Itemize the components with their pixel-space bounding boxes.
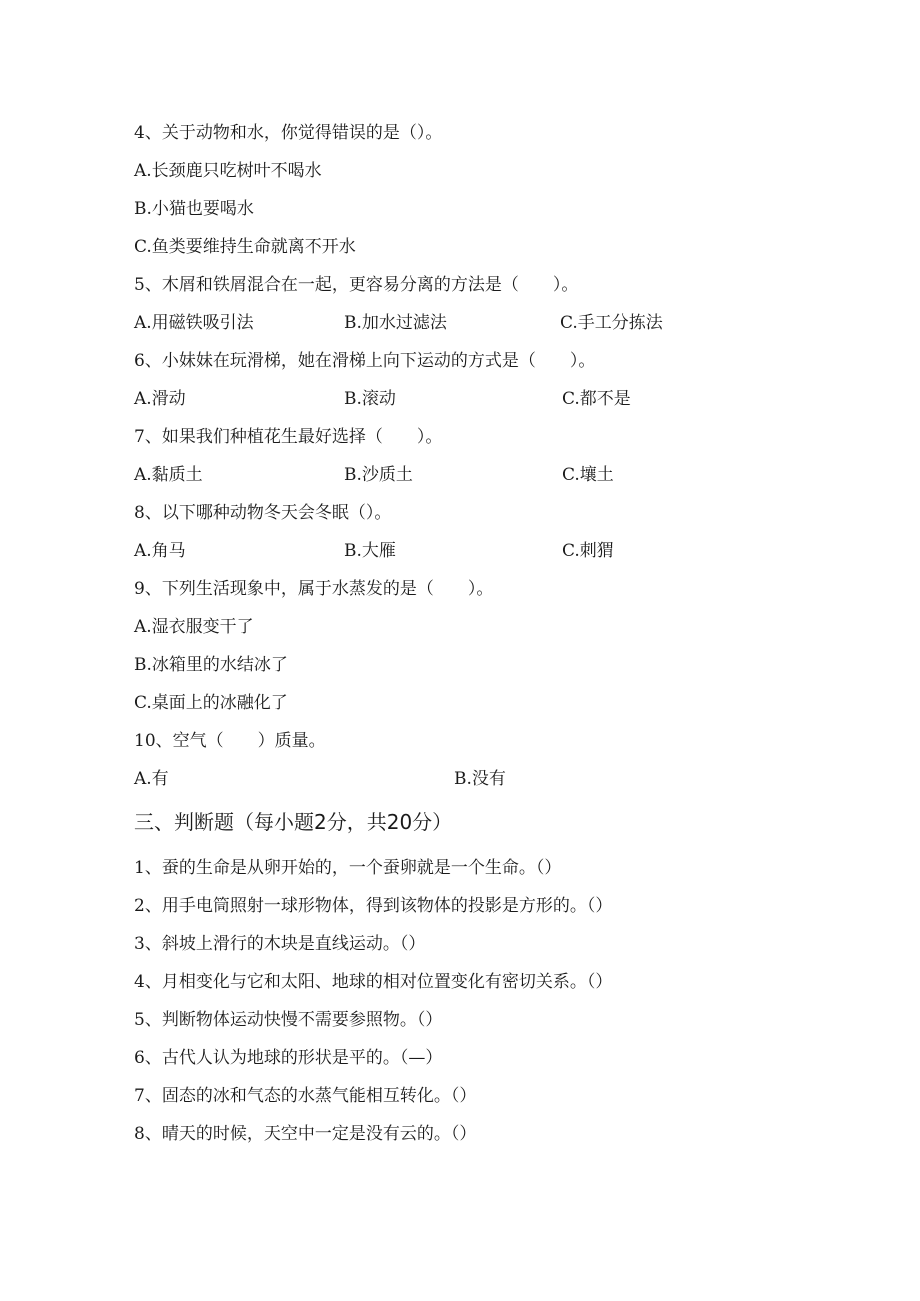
question-6-option-a: A.滑动 xyxy=(134,389,186,409)
question-4-option-b: B.小猫也要喝水 xyxy=(134,199,254,219)
judge-item-4: 4、月相变化与它和太阳、地球的相对位置变化有密切关系。（） xyxy=(134,972,613,992)
question-5-option-b: B.加水过滤法 xyxy=(344,313,447,333)
question-8-option-a: A.角马 xyxy=(134,541,186,561)
question-6-stem: 6、小妹妹在玩滑梯，她在滑梯上向下运动的方式是（ ）。 xyxy=(134,351,596,371)
judge-item-1: 1、蚕的生命是从卵开始的，一个蚕卵就是一个生命。（） xyxy=(134,858,562,878)
question-8-stem: 8、以下哪种动物冬天会冬眠（）。 xyxy=(134,503,392,523)
question-6-option-c: C.都不是 xyxy=(562,389,631,409)
question-7-stem: 7、如果我们种植花生最好选择（ ）。 xyxy=(134,427,443,447)
judge-item-6: 6、古代人认为地球的形状是平的。（—） xyxy=(134,1048,443,1068)
question-5-stem: 5、木屑和铁屑混合在一起，更容易分离的方法是（ ）。 xyxy=(134,275,579,295)
question-4-stem: 4、关于动物和水，你觉得错误的是（）。 xyxy=(134,123,443,143)
question-9-option-b: B.冰箱里的水结冰了 xyxy=(134,655,288,675)
judge-item-5: 5、判断物体运动快慢不需要参照物。（） xyxy=(134,1010,443,1030)
question-8-option-c: C.刺猬 xyxy=(562,541,614,561)
question-7-option-c: C.壤土 xyxy=(562,465,614,485)
judge-item-7: 7、固态的冰和气态的水蒸气能相互转化。（） xyxy=(134,1086,477,1106)
question-9-option-a: A.湿衣服变干了 xyxy=(134,617,254,637)
question-7-option-b: B.沙质土 xyxy=(344,465,413,485)
question-9-option-c: C.桌面上的冰融化了 xyxy=(134,693,288,713)
question-7-option-a: A.黏质土 xyxy=(134,465,203,485)
judge-item-3: 3、斜坡上滑行的木块是直线运动。（） xyxy=(134,934,426,954)
judge-item-8: 8、晴天的时候，天空中一定是没有云的。（） xyxy=(134,1124,477,1144)
question-9-stem: 9、下列生活现象中，属于水蒸发的是（ ）。 xyxy=(134,579,494,599)
question-6-option-b: B.滚动 xyxy=(344,389,396,409)
question-10-stem: 10、空气（ ）质量。 xyxy=(134,731,326,751)
question-4-option-a: A.长颈鹿只吃树叶不喝水 xyxy=(134,161,322,181)
question-8-option-b: B.大雁 xyxy=(344,541,396,561)
judge-item-2: 2、用手电筒照射一球形物体，得到该物体的投影是方形的。（） xyxy=(134,896,613,916)
question-10-option-a: A.有 xyxy=(134,769,169,789)
section-3-heading: 三、判断题（每小题2分，共20分） xyxy=(134,810,453,834)
question-4-option-c: C.鱼类要维持生命就离不开水 xyxy=(134,237,356,257)
question-10-option-b: B.没有 xyxy=(454,769,506,789)
question-5-option-a: A.用磁铁吸引法 xyxy=(134,313,254,333)
question-5-option-c: C.手工分拣法 xyxy=(560,313,663,333)
